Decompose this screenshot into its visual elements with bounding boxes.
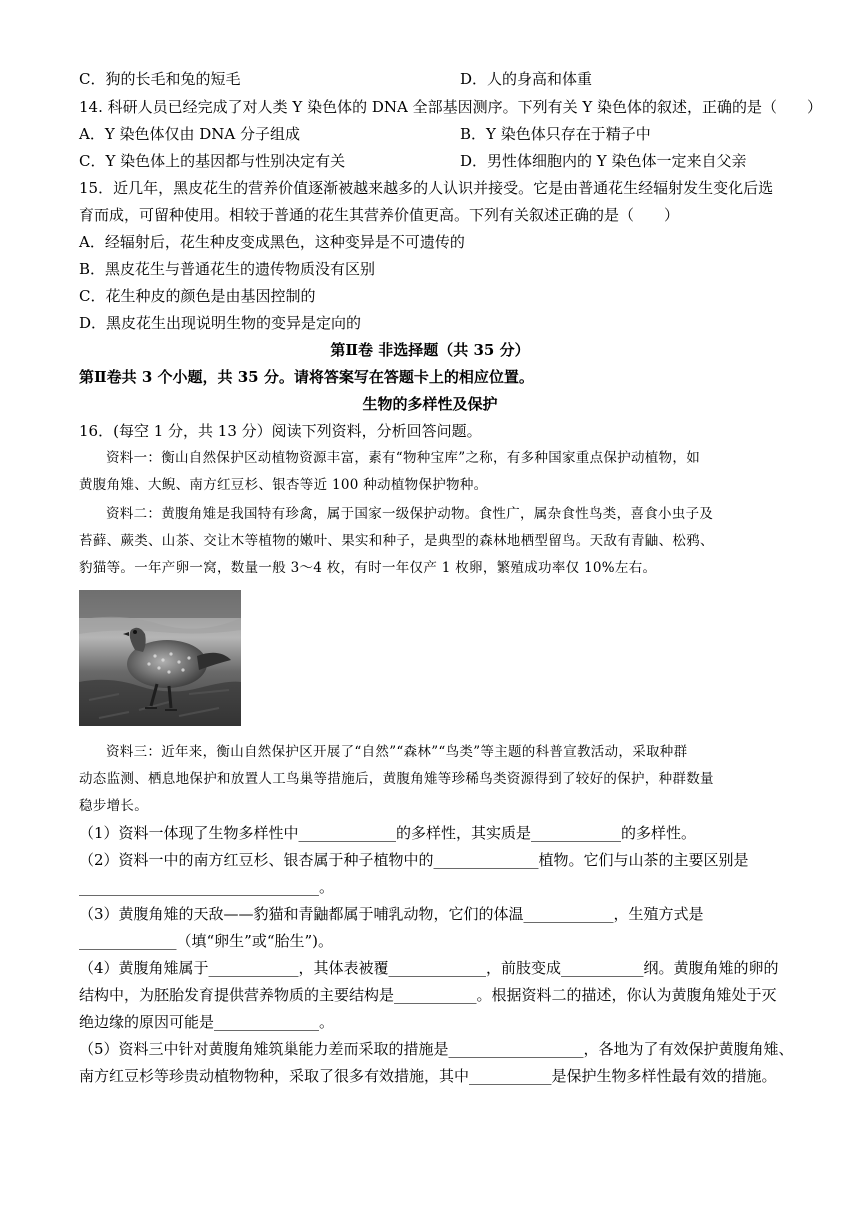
section-instruction: 第Ⅱ卷共 3 个小题，共 35 分。请将答案写在答题卡上的相应位置。 bbox=[79, 368, 534, 386]
subquestion-4-line-1: （4）黄腹角雉属于____________，其体表被覆_____________，前肢变成___________纲。黄腹角雉的卵的 bbox=[79, 959, 779, 977]
subquestion-5-line-2: 南方红豆杉等珍贵动植物物种，采取了很多有效措施，其中___________是保护生物多样性最有效的措施。 bbox=[79, 1067, 777, 1085]
material-1-line-1: 资料一：衡山自然保护区动植物资源丰富，素有“物种宝库”之称，有多种国家重点保护动植物，如 bbox=[106, 450, 701, 466]
material-3-line-2: 动态监测、栖息地保护和放置人工鸟巢等措施后，黄腹角雉等珍稀鸟类资源得到了较好的保护，种群数量 bbox=[79, 771, 714, 787]
subquestion-4-line-3: 绝边缘的原因可能是______________。 bbox=[79, 1013, 335, 1031]
q14-options-ab bbox=[79, 123, 800, 145]
subquestion-4-line-2: 结构中，为胚胎发育提供营养物质的主要结构是___________。根据资料二的描述，你认为黄腹角雉处于灭 bbox=[79, 986, 777, 1004]
q13-option-d: D．人的身高和体重 bbox=[460, 70, 593, 88]
q15-option-d: D．黑皮花生出现说明生物的变异是定向的 bbox=[79, 314, 362, 332]
q14-option-a: A．Y 染色体仅由 DNA 分子组成 bbox=[79, 125, 301, 143]
q15-stem-2: 育而成，可留种使用。相较于普通的花生其营养价值更高。下列有关叙述正确的是（ ） bbox=[79, 206, 680, 224]
q14-option-c: C．Y 染色体上的基因都与性别决定有关 bbox=[79, 152, 346, 170]
subquestion-5-line-1: （5）资料三中针对黄腹角雉筑巢能力差而采取的措施是__________________，各地为了有效保护黄腹角雉、 bbox=[79, 1040, 794, 1058]
q16-stem: 16．(每空 1 分，共 13 分）阅读下列资料，分析回答问题。 bbox=[79, 422, 482, 440]
q15-option-c: C．花生种皮的颜色是由基因控制的 bbox=[79, 287, 316, 305]
topic-heading: 生物的多样性及保护 bbox=[362, 395, 498, 413]
subquestion-1: （1）资料一体现了生物多样性中_____________的多样性，其实质是____________的多样性。 bbox=[79, 824, 697, 842]
q13-option-c: C．狗的长毛和兔的短毛 bbox=[79, 70, 241, 88]
q14-option-d: D．男性体细胞内的 Y 染色体一定来自父亲 bbox=[460, 152, 747, 170]
material-1-line-2: 黄腹角雉、大鲵、南方红豆杉、银杏等近 100 种动植物保护物种。 bbox=[79, 477, 488, 493]
material-2-line-1: 资料二：黄腹角雉是我国特有珍禽，属于国家一级保护动物。食性广，属杂食性鸟类，喜食小虫子及 bbox=[106, 506, 714, 522]
section-title: 第Ⅱ卷 非选择题（共 35 分） bbox=[330, 341, 530, 359]
subquestion-2-line-2: ________________________________。 bbox=[79, 878, 335, 896]
material-3-line-1: 资料三：近年来，衡山自然保护区开展了“自然”“森林”“鸟类”等主题的科普宣教活动，采取种群 bbox=[106, 744, 688, 760]
q14-option-b: B．Y 染色体只存在于精子中 bbox=[460, 125, 651, 143]
q14-options-cd bbox=[79, 150, 800, 172]
q15-option-a: A．经辐射后，花生种皮变成黑色，这种变异是不可遗传的 bbox=[79, 233, 465, 251]
subquestion-3-line-1: （3）黄腹角雉的天敌——豹猫和青鼬都属于哺乳动物，它们的体温____________，生殖方式是 bbox=[79, 905, 704, 923]
material-2-line-3: 豹猫等。一年产卵一窝，数量一般 3～4 枚，有时一年仅产 1 枚卵，繁殖成功率仅 10%左右。 bbox=[79, 560, 657, 576]
q13-options-cd bbox=[79, 68, 800, 90]
q14-stem: 14. 科研人员已经完成了对人类 Y 染色体的 DNA 全部基因测序。下列有关 Y 染色体的叙述，正确的是（ ） bbox=[79, 98, 823, 116]
q15-stem-1: 15．近几年，黑皮花生的营养价值逐渐被越来越多的人认识并接受。它是由普通花生经辐射发生变化后选 bbox=[79, 179, 774, 197]
subquestion-2-line-1: （2）资料一中的南方红豆杉、银杏属于种子植物中的______________植物。它们与山茶的主要区别是 bbox=[79, 851, 749, 869]
subquestion-3-line-2: _____________（填“卵生”或“胎生”)。 bbox=[79, 932, 334, 950]
material-3-line-3: 稳步增长。 bbox=[79, 798, 148, 814]
pheasant-photo bbox=[79, 590, 241, 726]
material-2-line-2: 苔藓、蕨类、山茶、交让木等植物的嫩叶、果实和种子，是典型的森林地栖型留鸟。天敌有青鼬、松鸦、 bbox=[79, 533, 714, 549]
q15-option-b: B．黑皮花生与普通花生的遗传物质没有区别 bbox=[79, 260, 376, 278]
